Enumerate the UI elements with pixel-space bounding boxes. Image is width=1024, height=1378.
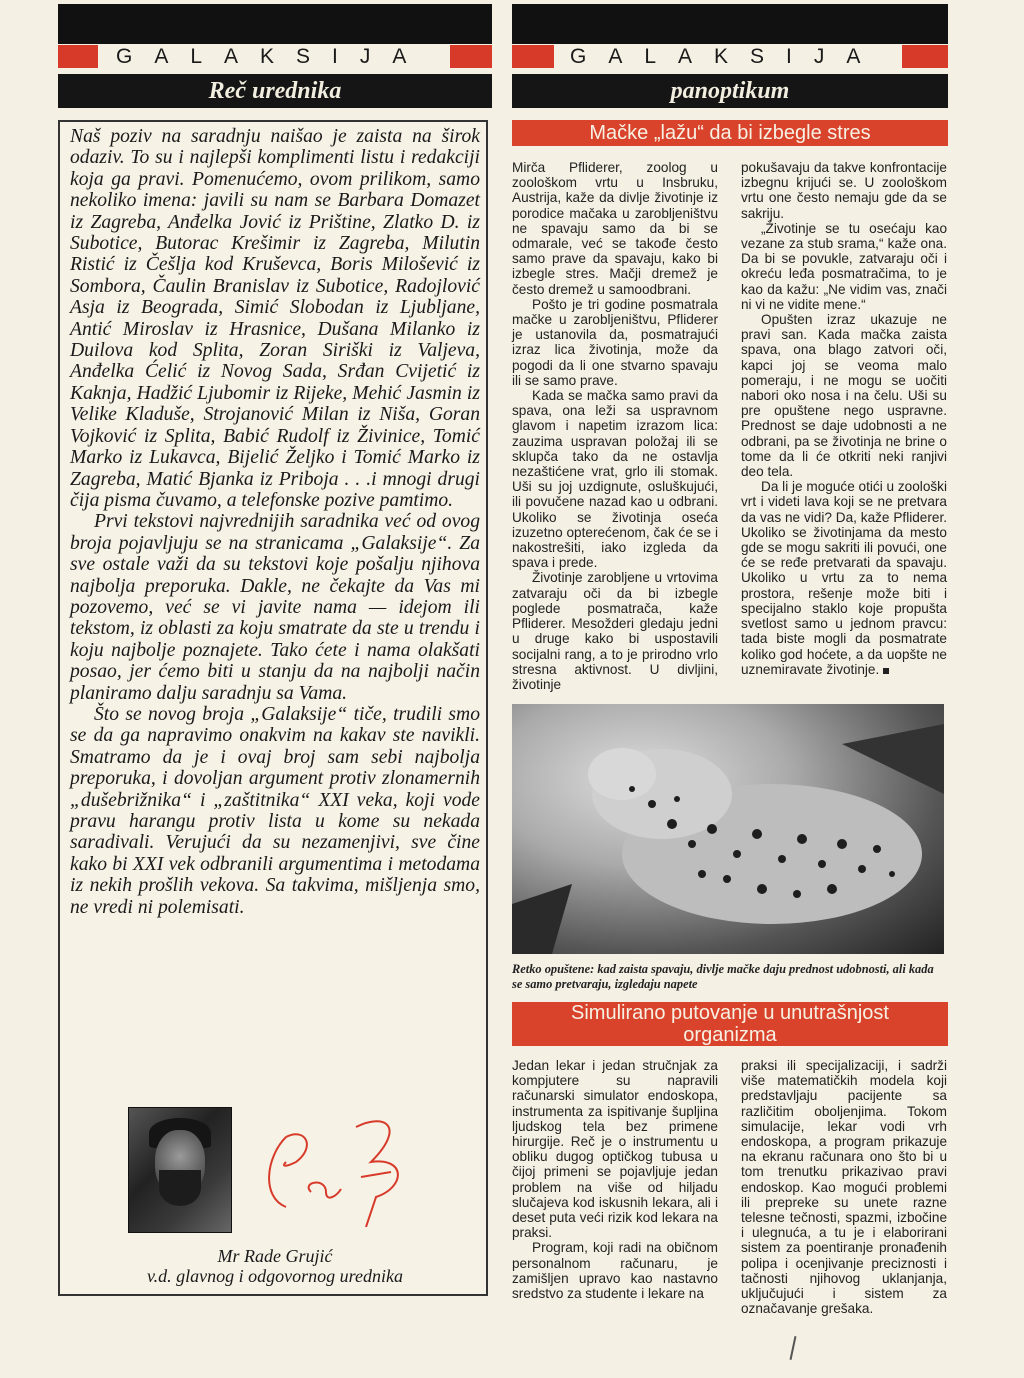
article-column (741, 1058, 947, 1316)
editor-signature-block (60, 1246, 490, 1286)
masthead-red-block (58, 45, 98, 68)
editorial-paragraph: Što se novog broja „Galaksije“ tiče, trudili smo se da ga napravimo onakvim na kakav ste navikli. Smatramo da je i ovaj broj sam sebi najbolja preporuka, i dovoljan argument protiv zlonamernih „dušebrižnika“ i „zaštitnika“ XXI veka, koji vode pravu harangu protiv lista u kome su nekada saradivali. Verujući da su nezamenjivi, sve čine kako bi XXI vek odbranili argumentima i metodama iz nekih prošlih vekova. Sa takvima, mišljenja smo, ne vredi ni polemisati. (70, 703, 480, 918)
article-paragraph: pokušavaju da takve konfrontacije izbegnu krijući se. U zoološkom vrtu one često nemaju gde da se sakriju. (741, 160, 947, 221)
article-paragraph: Da li je moguće otići u zoološki vrt i videti lava koji se ne pretvara da vas ne vidi? Da, kaže Pfliderer. Ukoliko se životinjama da mesto gde se mogu sakriti ili povući, one će se ređe pretvarati da spavaju. Ukoliko u vrtu za to nema prostora, rešenje može biti i specijalno staklo koje propušta svetlost samo u jednom pravcu: tada biste mogli da posmatrate koliko god hoćete, a da uopšte ne uznemiravate životinje. (741, 479, 947, 677)
article-paragraph: Mirča Pfliderer, zoolog u zoološkom vrtu u Insbruku, Austrija, kaže da divlje životinje iz porodice mačaka u zarobljeništvu ne spavaju samo da bi se odmarale, već se takođe često samo prave da spavaju, kako bi izbegle stres. Mačji dremež je često dremež u samoodbrani. (512, 160, 718, 297)
editor-role: v.d. glavnog i odgovornog urednika (147, 1266, 403, 1286)
editorial-column (58, 0, 492, 1378)
article-paragraph: Opušten izraz ukazuje ne pravi san. Kada mačka zaista spava, ona blago zatvori oči, kapci joj se veoma malo pomeraju, i ne mogu se uočiti nabori oko nosa i na čelu. Uši su pre opuštene nego uspravne. Prednost se daje udobnosti a ne odbrani, pa se životinja ne brine o tome da li će otkriti neki ranjivi deo tela. (741, 312, 947, 480)
editor-name: Mr Rade Grujić (217, 1246, 333, 1266)
end-mark (883, 668, 889, 674)
article-headline: Mačke „lažu“ da bi izbegle stres (512, 120, 948, 146)
editorial-paragraph: Naš poziv na saradnju naišao je zaista na širok odaziv. To su i najlepši komplimenti listu i redakciji koja ga pravi. Pomenućemo, ovom prilikom, samo nekoliko imena: javili su nam se Barbara Domazet iz Zagreba, Anđelka Jović iz Prištine, Zlatko D. iz Subotice, Butorac Krešimir iz Zagreba, Milutin Ristić iz Češlja kod Kruševca, Boris Milošević iz Sombora, Čaulin Branislav iz Subotice, Radojlović Asja iz Beograda, Simić Slobodan iz Ljubljane, Antić Miroslav iz Hrasnice, Dušana Milanko iz Duilova kod Splita, Zoran Siriški iz Valjeva, Anđelka Ćelić iz Novog Sada, Srđan Cvijetić iz Kaknja, Hadžić Ljubomir iz Rijeke, Mehić Jasmin iz Velike Kladuše, Strojanović Milan iz Niša, Goran Vojković iz Splita, Babić Rudolf iz Živinice, Tomić Marko iz Lukavca, Bijelić Željko i Tomić Marko iz Zagreba, Matić Bjanka iz Priboja . . .i mnogi drugi čija pisma čuvamo, a telefonske pozive pamtimo. (70, 126, 480, 511)
masthead-title: GALAKSIJA (570, 45, 883, 68)
article-column (512, 160, 718, 692)
editorial-paragraph: Prvi tekstovi najvrednijih saradnika već od ovog broja pojavljuju se na stranicama „Galaksije“. Za sve ostale važi da su tekstovi koje pošalju njihova najbolja preporuka. Dakle, ne čekajte da Vas mi pozovemo, već se vi javite nama — idejom ili tekstom, iz oblasti za koju smatrate da ste u trendu i koju najbolje poznajete. Tako ćete i nama olakšati posao, jer ćemo biti u stanju da na najbolji način planiramo dalju saradnju sa Vama. (70, 511, 480, 704)
section-title: Reč urednika (58, 74, 492, 108)
editorial-text (70, 126, 480, 918)
editor-signature (256, 1107, 426, 1227)
article-body (512, 1058, 948, 1317)
top-black-bar (58, 4, 492, 44)
masthead-left (58, 45, 492, 68)
headline-line: organizma (683, 1024, 777, 1046)
article-column (512, 1058, 718, 1301)
article-column (741, 160, 947, 677)
cheetah-photo (512, 704, 944, 954)
masthead-right (512, 45, 948, 68)
masthead-red-block (512, 45, 554, 68)
article-paragraph: praksi ili specijalizaciji, i sadrži više matematičkih modela koji predstavljaju pacijente sa različitim oboljenjima. Tokom simulacije, lekar vodi vrh endoskopa, a program prikazuje na ekranu računara ono što bi u tom trenutku prikazivao pravi endoskop. Kao mogući problemi ili prepreke su unete razne telesne tečnosti, spazmi, izbočine i ulegnuća, a tu je i elaborirani sistem za poentiranje pronađenih polipa i ocenjivanje preciznosti i tačnosti njihovog uklanjanja, uključujući i sistem za označavanje grešaka. (741, 1058, 947, 1317)
masthead-title: GALAKSIJA (116, 45, 429, 68)
article-headline (512, 1002, 948, 1046)
article-paragraph: Pošto je tri godine posmatrala mačke u zarobljeništvu, Pfliderer je ustanovila da, posmatrajući izraz lica životinja, može da pogodi da li one stvarno spavaju ili se samo prave. (512, 296, 718, 388)
article-paragraph: Životinje zarobljene u vrtovima zatvaraju oči da bi izbegle poglede posmatrača, kaže Pfliderer. Mesožderi gledaju jedni u druge kako bi uspostavili socijalni rang, a to je prirodno vrlo stresna aktivnost. U divljini, životinje (512, 570, 718, 692)
article-paragraph: „Životinje se tu osećaju kao vezane za stub srama,“ kaže ona. Da bi se povukle, zatvaraju oči i okreću leđa posmatračima, to je kao da kažu: „Ne vidim vas, znači ni vi ne vidite mene.“ (741, 220, 947, 312)
article-paragraph: Program, koji radi na običnom personalnom računaru, je zamišljen upravo kao nastavno sredstvo za studente i lekare na (512, 1240, 718, 1302)
article-paragraph: Kada se mačka samo pravi da spava, ona leži sa uspravnom glavom i napetim izrazom lica: zauzima uspravan položaj ili se sklupča tako da ne ostavlja nezaštićene vrat, grlo ili stomak. Uši su joj uzdignute, osluškujući, ili povučene nazad kao u odbrani. Ukoliko se životinja oseća izuzetno opterećenom, čak će se i nakostrešiti, iako izgleda da spava i prede. (512, 388, 718, 571)
section-title: panoptikum (512, 74, 948, 108)
photo-caption: Retko opuštene: kad zaista spavaju, divlje mačke daju prednost udobnosti, ali kada se samo pretvaraju, izgledaju napete (512, 962, 934, 991)
article-body (512, 160, 948, 700)
article-paragraph: Jedan lekar i jedan stručnjak za kompjutere su napravili računarski simulator endoskopa, instrumenta za ispitivanje šupljina ljudskog tela bez primene hirurgije. Reč je o instrumentu u obliku dugog optičkog tubusa u čijoj primeni se pojavljuje jedan problem na više od hiljadu slučajeva kod iskusnih lekara, ali i deset puta veći rizik kod lekara na praksi. (512, 1058, 718, 1241)
panoptikum-column (512, 0, 948, 1378)
headline-line: Simulirano putovanje u unutrašnjost (571, 1002, 889, 1024)
editor-portrait (128, 1107, 232, 1233)
editorial-box (58, 120, 488, 1296)
top-black-bar (512, 4, 948, 44)
